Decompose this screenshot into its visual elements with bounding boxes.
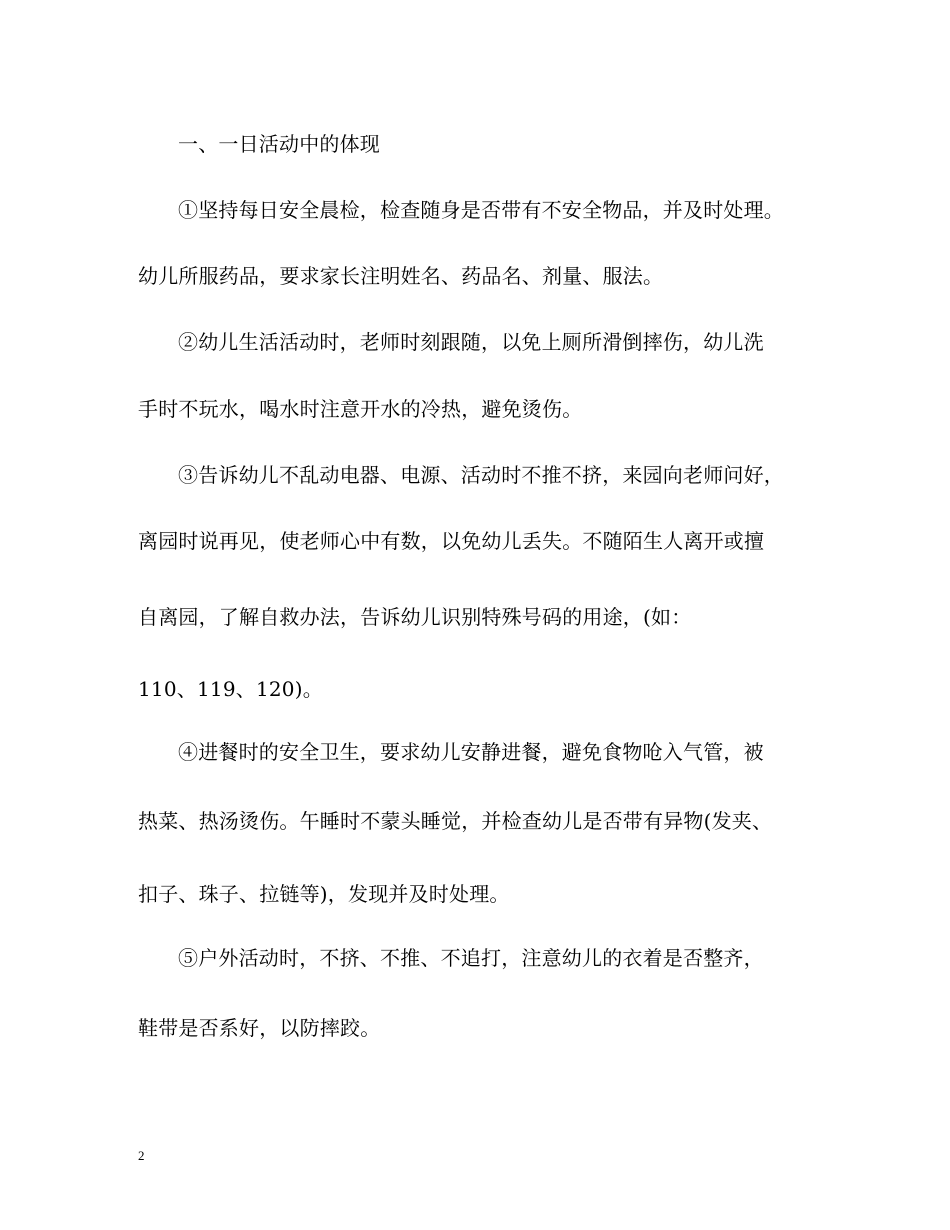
paragraph-line: 扣子、珠子、拉链等)，发现并及时处理。 [138, 882, 510, 906]
paragraph-line: 110、119、120)。 [138, 677, 323, 701]
paragraph-line: 幼儿所服药品，要求家长注明姓名、药品名、剂量、服法。 [138, 264, 664, 288]
paragraph-line: 离园时说再见，使老师心中有数，以免幼儿丢失。不随陌生人离开或擅 [138, 529, 765, 553]
paragraph-line: 手时不玩水，喝水时注意开水的冷热，避免烫伤。 [138, 397, 583, 421]
paragraph-line: ⑤户外活动时，不挤、不推、不追打，注意幼儿的衣着是否整齐， [178, 946, 764, 970]
paragraph-line: 鞋带是否系好，以防摔跤。 [138, 1016, 381, 1040]
page-number: 2 [138, 1148, 145, 1163]
paragraph-line: 自离园，了解自救办法，告诉幼儿识别特殊号码的用途，(如： [138, 605, 692, 629]
paragraph-line: ③告诉幼儿不乱动电器、电源、活动时不推不挤，来园向老师问好， [178, 463, 784, 487]
paragraph-line: ④进餐时的安全卫生，要求幼儿安静进餐，避免食物呛入气管，被 [178, 740, 764, 764]
paragraph-line: 热菜、热汤烫伤。午睡时不蒙头睡觉，并检查幼儿是否带有异物(发夹、 [138, 809, 773, 833]
paragraph-line: ①坚持每日安全晨检，检查随身是否带有不安全物品，并及时处理。 [178, 198, 784, 222]
paragraph-line: ②幼儿生活活动时，老师时刻跟随，以免上厕所滑倒摔伤，幼儿洗 [178, 330, 764, 354]
section-heading: 一、一日活动中的体现 [178, 132, 380, 156]
